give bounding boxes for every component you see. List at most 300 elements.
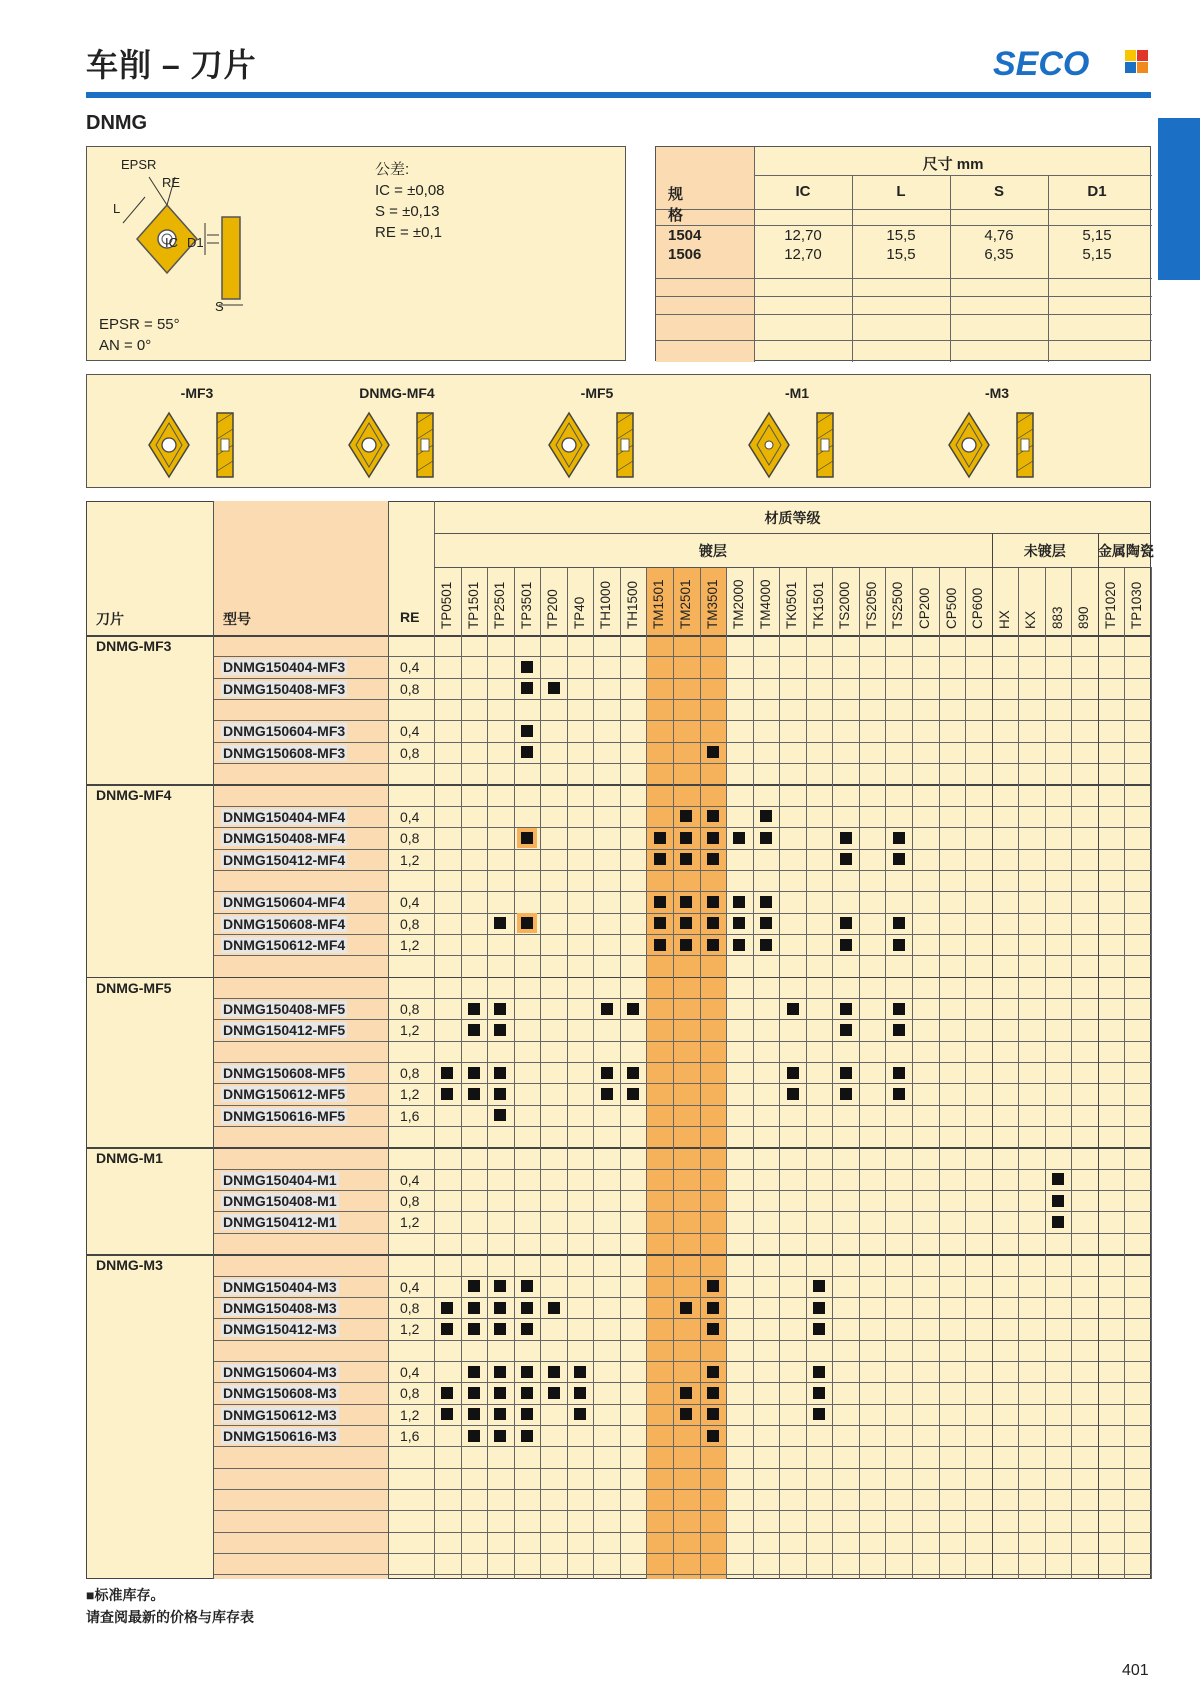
grid-vline [939,567,940,1579]
grid-vline [1151,567,1152,1579]
stock-mark [707,1408,719,1420]
insert-spec-panel [86,146,626,361]
brand-text: SECO [993,45,1090,80]
dim-hline [754,175,1152,176]
grade-column-label: TM3501 [704,579,720,629]
stock-mark [654,896,666,908]
insert-code: DNMG150608-MF3 [223,744,346,761]
insert-re: 0,4 [400,659,420,676]
grid-vline [779,567,780,1579]
insert-re: 1,2 [400,1406,420,1423]
stock-mark [680,810,692,822]
insert-code: DNMG150412-M3 [223,1321,337,1338]
grade-table [86,501,1154,1579]
header-rule [86,92,1151,98]
grid-hline [213,1446,1151,1447]
stock-mark [468,1067,480,1079]
insert-re: 0,8 [400,830,420,847]
header-hline [434,567,1151,568]
tolerance-s: S = ±0,13 [375,203,440,220]
stock-mark [441,1302,453,1314]
grid-vline [1124,567,1125,1579]
geometry-panel [86,374,1151,488]
s-label: S [215,299,224,314]
group-label: DNMG-MF3 [96,638,172,654]
stock-mark [521,1387,533,1399]
dim-vline [852,175,853,362]
insert-code: DNMG150408-MF3 [223,680,346,697]
grid-hline [213,1553,1151,1554]
dim-hline [656,340,1152,341]
stock-mark [521,1366,533,1378]
grade-column-label: TP0501 [439,581,454,629]
insert-code: DNMG150616-M3 [223,1427,337,1444]
stock-mark [548,1302,560,1314]
grid-vline [965,567,966,1579]
stock-mark [733,896,745,908]
grid-hline [213,806,1151,807]
dim-col-header: S [993,183,1004,200]
insert-code: DNMG150612-M3 [223,1406,337,1423]
insert-code: DNMG150412-MF5 [223,1022,346,1039]
grid-hline [213,998,1151,999]
stock-mark [893,917,905,929]
grid-hline [213,1041,1151,1042]
insert-code: DNMG150604-MF4 [223,894,346,911]
legend-stock: ■标准库存。 [86,1587,165,1603]
stock-mark [521,1323,533,1335]
grid-vline [1071,567,1072,1579]
insert-code: DNMG150604-M3 [223,1363,337,1380]
insert-code: DNMG150404-M1 [223,1171,337,1188]
stock-mark [574,1408,586,1420]
insert-code: DNMG150404-M3 [223,1278,337,1295]
grade-column-label: TM2000 [731,579,747,629]
grid-vline [593,567,594,1579]
grade-column-label: TH1500 [624,580,640,629]
stock-mark [494,917,506,929]
dim-col-header: D1 [1087,183,1107,200]
grade-column-label: TS2050 [863,581,879,629]
grid-vline [832,567,833,1579]
stock-mark [893,1088,905,1100]
stock-mark [521,725,533,737]
stock-mark [760,939,772,951]
epsr-label: EPSR [121,157,157,172]
stock-mark [760,917,772,929]
grade-column-label: TP1020 [1102,581,1118,629]
grid-vline [213,501,214,1579]
insert-re: 0,8 [400,1193,420,1210]
stock-mark [494,1323,506,1335]
grid-vline [700,567,701,1579]
stock-mark [548,1387,560,1399]
stock-mark [468,1408,480,1420]
an-value: AN = 0° [99,337,152,354]
group-label: DNMG-M1 [96,1150,163,1167]
grid-hline [213,720,1151,721]
stock-mark [601,1003,613,1015]
dim-hline [656,278,1152,279]
dim-col-header: L [896,183,906,200]
grade-column-label: TH1000 [598,580,614,629]
grade-column-label: 883 [1049,606,1065,629]
geometry-label: -M3 [984,385,1010,401]
geometry-label: -M1 [784,385,810,401]
group-label: DNMG-M3 [96,1257,163,1274]
stock-mark [680,1387,692,1399]
stock-mark [813,1323,825,1335]
insert-code: DNMG150612-MF4 [223,936,346,953]
stock-mark [760,896,772,908]
grid-vline [434,501,435,1579]
stock-mark [680,1408,692,1420]
stock-mark [707,746,719,758]
stock-mark [680,853,692,865]
grid-vline [885,567,886,1579]
insert-code: DNMG150412-M1 [223,1214,337,1231]
stock-mark [627,1067,639,1079]
page-number: 401 [1122,1662,1149,1679]
stock-mark [680,939,692,951]
stock-mark [813,1408,825,1420]
stock-mark [893,1003,905,1015]
grid-vline [540,567,541,1579]
grid-hline [213,1297,1151,1298]
stock-mark [707,1302,719,1314]
grade-column-label: 890 [1076,606,1092,629]
grid-hline [213,1211,1151,1212]
stock-mark [707,1387,719,1399]
cermet-header: 金属陶瓷 [1097,543,1154,559]
grid-hline [213,1169,1151,1170]
grade-column-label: TP2501 [492,581,508,629]
stock-mark [441,1323,453,1335]
grade-column-label: TP40 [571,596,587,629]
type-header: 型号 [223,611,251,627]
grid-hline [213,763,1151,764]
stock-mark [468,1003,480,1015]
dim-hline [656,225,1152,226]
grid-vline [1045,567,1046,1579]
stock-mark [494,1366,506,1378]
stock-mark [627,1088,639,1100]
dim-row-value: 15,5 [886,227,916,244]
insert-re: 0,4 [400,1363,420,1380]
stock-mark [441,1387,453,1399]
grid-hline [213,1489,1151,1490]
re-label: RE [162,175,181,190]
stock-mark [840,1088,852,1100]
header-hline [434,533,1151,534]
stock-mark [521,661,533,673]
insert-re: 1,6 [400,1107,420,1124]
grid-hline [213,1083,1151,1084]
geometry-insert-icon [745,409,855,481]
epsr-value: EPSR = 55° [99,316,180,333]
stock-mark [441,1408,453,1420]
stock-mark [840,917,852,929]
stock-mark [654,853,666,865]
stock-mark [654,939,666,951]
grid-vline [646,567,647,1579]
stock-mark [1052,1173,1064,1185]
dim-row-spec: 1504 [668,227,702,244]
stock-mark [813,1387,825,1399]
dim-vline [1048,175,1049,362]
ic-label: IC [165,235,178,250]
stock-mark [574,1366,586,1378]
dim-row-value: 12,70 [784,246,822,263]
legend-note: 请查阅最新的价格与库存表 [86,1609,254,1625]
seco-logo [993,44,1151,80]
dim-group-header: 尺寸 mm [922,156,984,173]
stock-mark [494,1067,506,1079]
grid-vline [1018,567,1019,1579]
group-vline [1098,533,1100,1579]
grid-hline [213,1019,1151,1020]
stock-mark [680,896,692,908]
stock-mark [680,1302,692,1314]
stock-mark [521,917,533,929]
stock-mark [707,853,719,865]
insert-re: 0,4 [400,808,420,825]
grid-vline [859,567,860,1579]
stock-mark [468,1323,480,1335]
grid-vline [514,567,515,1579]
grid-hline [213,870,1151,871]
dim-row-value: 4,76 [984,227,1014,244]
stock-mark [707,939,719,951]
insert-code: DNMG150408-MF5 [223,1000,346,1017]
grade-column-label: TP1501 [465,581,481,629]
stock-mark [893,853,905,865]
insert-header: 刀片 [96,611,124,627]
grid-hline [213,1233,1151,1234]
stock-mark [707,832,719,844]
stock-mark [760,832,772,844]
grid-hline [213,913,1151,914]
stock-mark [521,682,533,694]
grade-column-label: TK1501 [810,581,826,629]
insert-re: 0,8 [400,1000,420,1017]
dim-row-value: 5,15 [1082,246,1112,263]
grid-hline [213,742,1151,743]
l-label: L [113,201,121,216]
stock-mark [840,1003,852,1015]
grid-hline [213,934,1151,935]
dim-row-value: 5,15 [1082,227,1112,244]
stock-mark [840,1067,852,1079]
stock-mark [521,1302,533,1314]
stock-mark [654,832,666,844]
grid-hline [213,1425,1151,1426]
dim-row-value: 12,70 [784,227,822,244]
insert-re: 0,8 [400,1065,420,1081]
grid-hline [213,1126,1151,1127]
stock-mark [680,917,692,929]
geometry-label: DNMG-MF4 [359,385,435,401]
uncoated-header: 未镀层 [1023,543,1066,559]
grid-vline [806,567,807,1579]
insert-re: 0,8 [400,744,420,761]
stock-mark [521,1430,533,1442]
stock-mark [441,1067,453,1079]
geometry-label: -MF5 [580,385,614,401]
insert-code: DNMG150404-MF4 [223,808,346,825]
grid-vline [388,501,389,1579]
insert-re: 1,2 [400,1214,420,1231]
d1-label: D1 [187,235,204,250]
grid-vline [753,567,754,1579]
grid-hline [213,1318,1151,1319]
stock-mark [680,832,692,844]
insert-re: 0,4 [400,1171,420,1188]
grid-vline [912,567,913,1579]
insert-code: DNMG150608-MF5 [223,1065,346,1081]
dim-spec-header: 规格 [668,186,684,224]
stock-mark [813,1302,825,1314]
insert-re: 0,8 [400,915,420,932]
stock-mark [494,1280,506,1292]
stock-mark [654,917,666,929]
grid-hline [213,1468,1151,1469]
insert-code: DNMG150408-M1 [223,1193,337,1210]
grade-column-label: TM1501 [651,579,667,629]
grade-column-label: TK0501 [784,581,800,629]
grade-column-highlight [673,567,700,1579]
insert-re: 1,6 [400,1427,420,1444]
grid-hline [213,1532,1151,1533]
stock-mark [521,746,533,758]
grade-header: 材质等级 [764,510,821,526]
grid-hline [213,1276,1151,1277]
grid-hline [213,849,1151,850]
stock-mark [893,832,905,844]
stock-mark [627,1003,639,1015]
grid-hline [213,1510,1151,1511]
stock-mark [494,1302,506,1314]
stock-mark [494,1387,506,1399]
stock-mark [494,1430,506,1442]
stock-mark [760,810,772,822]
insert-re: 0,8 [400,680,420,697]
stock-mark [707,1323,719,1335]
geometry-insert-icon [945,409,1055,481]
stock-mark [494,1408,506,1420]
dim-row-spec: 1506 [668,246,702,263]
geometry-insert-icon [345,409,455,481]
stock-mark [521,1280,533,1292]
grid-vline [461,567,462,1579]
grade-column-label: TP200 [545,589,561,629]
stock-mark [840,939,852,951]
grid-hline [213,1574,1151,1575]
stock-mark [707,1280,719,1292]
stock-mark [494,1109,506,1121]
group-label: DNMG-MF4 [96,787,172,804]
grade-column-highlight [646,567,673,1579]
insert-code: DNMG150608-M3 [223,1385,337,1402]
dim-hline [656,209,1152,210]
stock-mark [707,917,719,929]
stock-mark [1052,1195,1064,1207]
grid-hline [213,1361,1151,1362]
coated-header: 镀层 [698,543,727,559]
stock-mark [468,1088,480,1100]
stock-mark [707,896,719,908]
geometry-label: -MF3 [180,385,214,401]
grade-column-label: TS2000 [837,581,853,629]
insert-re: 0,4 [400,1278,420,1295]
grade-column-label: CP500 [943,587,959,629]
grid-hline [213,678,1151,679]
page-title: 车削 – 刀片 [86,47,257,83]
stock-mark [840,1024,852,1036]
insert-code: DNMG150412-MF4 [223,851,346,868]
grid-hline [213,827,1151,828]
dimensions-panel [655,146,1151,361]
grid-hline [213,1404,1151,1405]
stock-mark [787,1067,799,1079]
stock-mark [893,1024,905,1036]
stock-mark [441,1088,453,1100]
dim-col-header: IC [795,183,811,200]
stock-mark [601,1067,613,1079]
dim-row-value: 15,5 [886,246,916,263]
stock-mark [707,1430,719,1442]
insert-code: DNMG150612-MF5 [223,1086,346,1103]
tolerance-re: RE = ±0,1 [375,224,443,241]
grade-column-label: TM2501 [678,579,693,629]
insert-re: 1,2 [400,1321,420,1338]
grade-column-label: TP1030 [1129,581,1145,629]
section-tab [1158,118,1200,280]
stock-mark [813,1366,825,1378]
grid-hline [213,1062,1151,1063]
tolerance-title: 公差: [375,161,410,178]
dim-hline [656,314,1152,315]
grid-vline [673,567,674,1579]
stock-mark [893,939,905,951]
insert-re: 1,2 [400,936,420,953]
stock-mark [521,1408,533,1420]
stock-mark [601,1088,613,1100]
insert-code: DNMG150404-MF3 [223,659,346,676]
grid-hline [213,1190,1151,1191]
insert-re: 1,2 [400,1022,420,1039]
stock-mark [707,1366,719,1378]
dim-row-value: 6,35 [984,246,1014,263]
insert-code: DNMG150608-MF4 [223,915,346,932]
dim-hline [656,296,1152,297]
re-header: RE [400,609,420,625]
insert-re: 1,2 [400,1086,420,1103]
insert-re: 0,8 [400,1299,420,1316]
group-vline [992,533,994,1579]
stock-mark [733,939,745,951]
stock-mark [1052,1216,1064,1228]
grid-vline [487,567,488,1579]
stock-mark [893,1067,905,1079]
stock-mark [521,832,533,844]
grid-hline [213,891,1151,892]
geometry-insert-icon [545,409,655,481]
stock-mark [494,1003,506,1015]
grade-column-label: KX [1023,610,1039,629]
stock-mark [813,1280,825,1292]
grade-column-label: TS2500 [890,581,906,629]
